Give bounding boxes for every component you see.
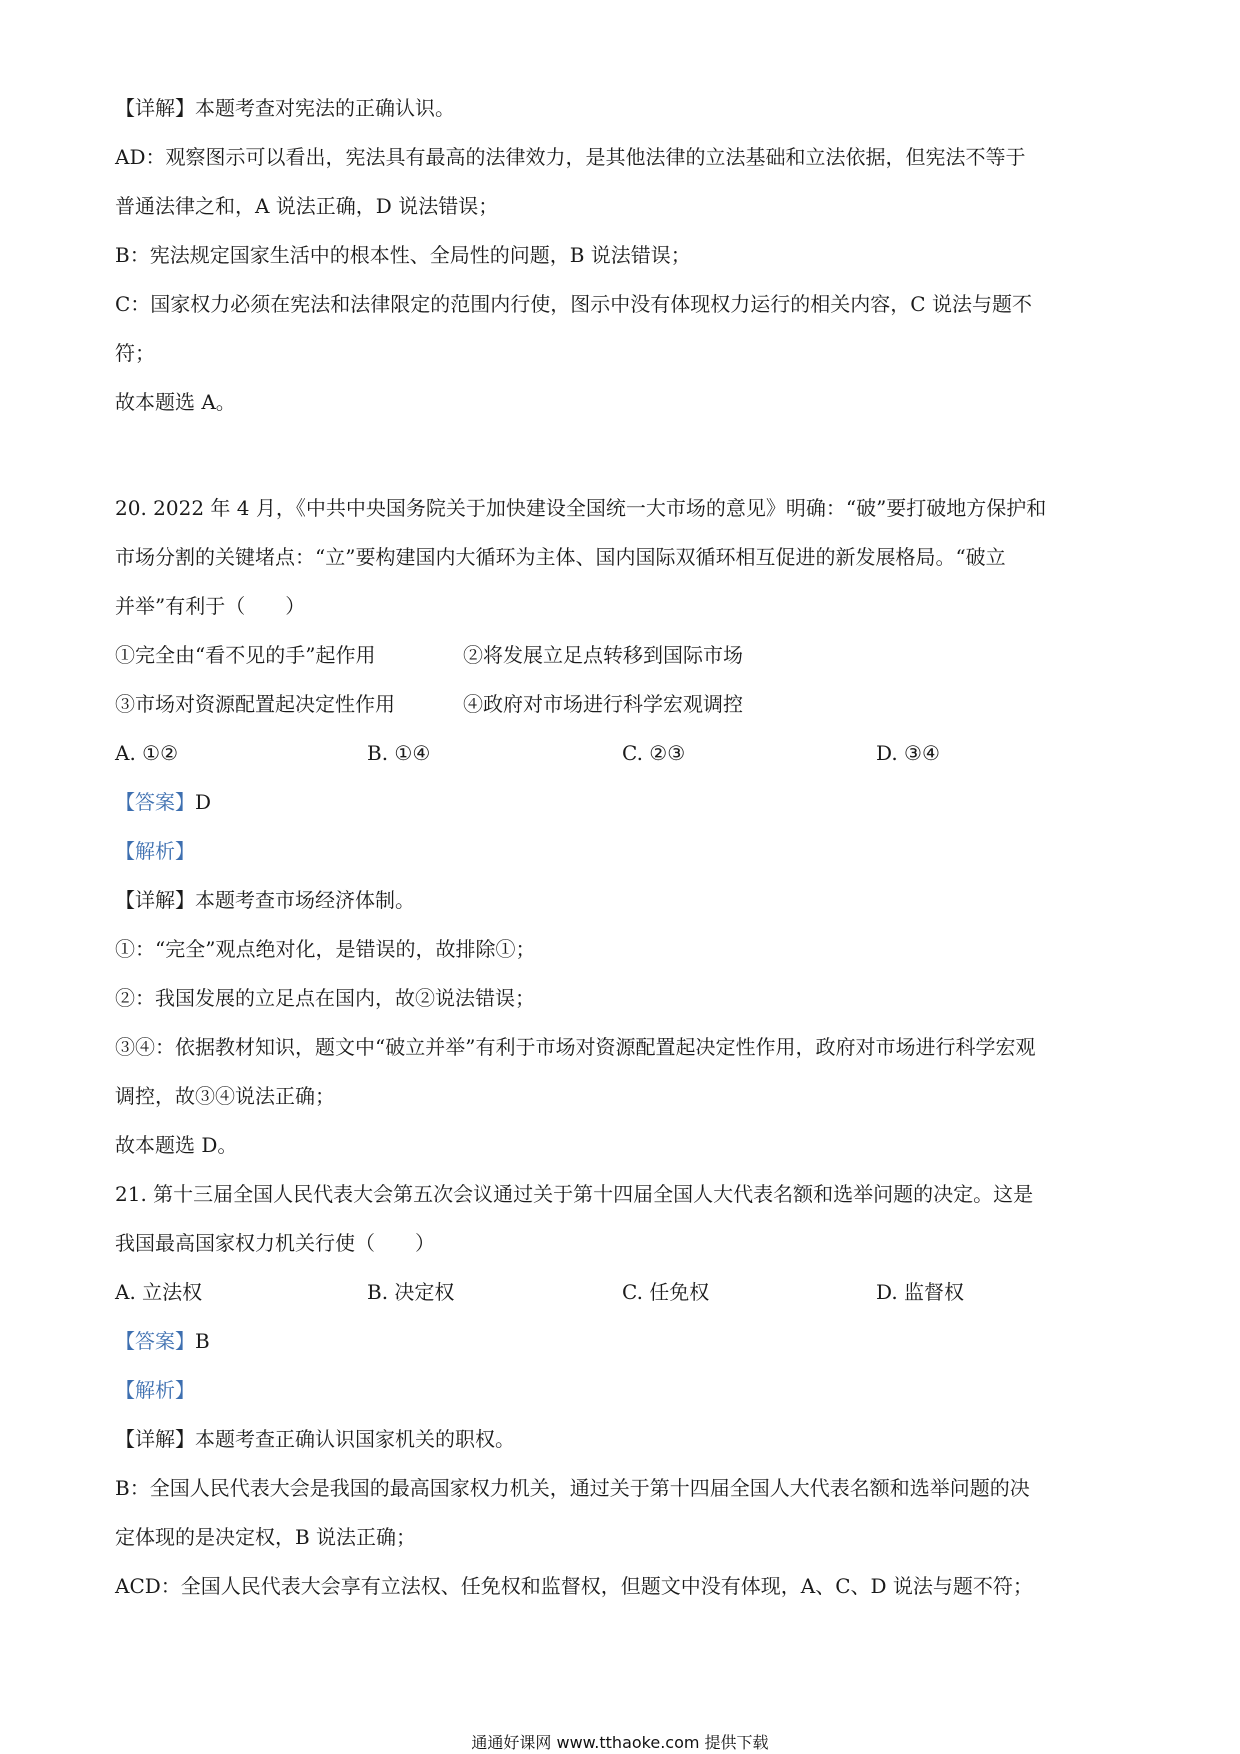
prev-line: B：宪法规定国家生活中的根本性、全局性的问题，B 说法错误； [115,243,691,267]
answer-label: 【答案】 [115,1329,195,1353]
q20-item: ③市场对资源配置起决定性作用 [115,692,395,716]
q21-option-d: D. 监督权 [876,1280,965,1304]
q20-option-c: C. ②③ [622,741,686,765]
answer-value: D [195,790,212,814]
q21-line: 定体现的是决定权，B 说法正确； [115,1525,417,1549]
q21-option-c: C. 任免权 [622,1280,710,1304]
q20-item: ①完全由“看不见的手”起作用 [115,643,376,667]
q21-line: ACD：全国人民代表大会享有立法权、任免权和监督权，但题文中没有体现，A、C、D 说法与题不符； [115,1574,1033,1598]
q20-item: ②将发展立足点转移到国际市场 [463,643,743,667]
prev-line: AD：观察图示可以看出，宪法具有最高的法律效力，是其他法律的立法基础和立法依据，但宪法不等于 [115,145,1026,169]
q20-line: ③④：依据教材知识，题文中“破立并举”有利于市场对资源配置起决定性作用，政府对市场进行科学宏观 [115,1035,1036,1059]
q20-option-b: B. ①④ [367,741,431,765]
page-footer: 通通好课网 www.tthaoke.com 提供下载 [471,1733,769,1752]
q20-line: ②：我国发展的立足点在国内，故②说法错误； [115,986,535,1010]
q21-line: B：全国人民代表大会是我国的最高国家权力机关，通过关于第十四届全国人大代表名额和选举问题的决 [115,1476,1030,1500]
prev-detail: 【详解】本题考查对宪法的正确认识。 [115,96,455,120]
q21-answer [115,1327,210,1355]
answer-label: 【答案】 [115,790,195,814]
q20-answer [115,788,211,816]
q20-stem: 20. 2022 年 4 月，《中共中央国务院关于加快建设全国统一大市场的意见》明确：“破”要打破地方保护和 [115,496,1047,520]
q20-detail: 【详解】本题考查市场经济体制。 [115,888,415,912]
q21-stem: 我国最高国家权力机关行使（ ） [115,1231,435,1255]
prev-line: 符； [115,341,155,365]
q20-option-d: D. ③④ [876,741,940,765]
q20-line: ①：“完全”观点绝对化，是错误的，故排除①； [115,937,536,961]
prev-line: 普通法律之和，A 说法正确，D 说法错误； [115,194,499,218]
answer-value: B [195,1329,210,1353]
prev-line: 故本题选 A。 [115,390,236,414]
q20-line: 调控，故③④说法正确； [115,1084,335,1108]
q21-detail: 【详解】本题考查正确认识国家机关的职权。 [115,1427,515,1451]
prev-line: C：国家权力必须在宪法和法律限定的范围内行使，图示中没有体现权力运行的相关内容，C 说法与题不 [115,292,1032,316]
q21-option-b: B. 决定权 [367,1280,455,1304]
q20-item: ④政府对市场进行科学宏观调控 [463,692,743,716]
q20-analysis-label: 【解析】 [115,839,195,863]
q21-option-a: A. 立法权 [115,1280,203,1304]
q20-line: 故本题选 D。 [115,1133,238,1157]
q20-stem: 市场分割的关键堵点：“立”要构建国内大循环为主体、国内国际双循环相互促进的新发展格局。“破立 [115,545,1006,569]
q21-stem: 21. 第十三届全国人民代表大会第五次会议通过关于第十四届全国人大代表名额和选举问题的决定。这是 [115,1182,1034,1206]
q21-analysis-label: 【解析】 [115,1378,195,1402]
q20-option-a: A. ①② [115,741,179,765]
q20-stem: 并举”有利于（ ） [115,594,306,618]
